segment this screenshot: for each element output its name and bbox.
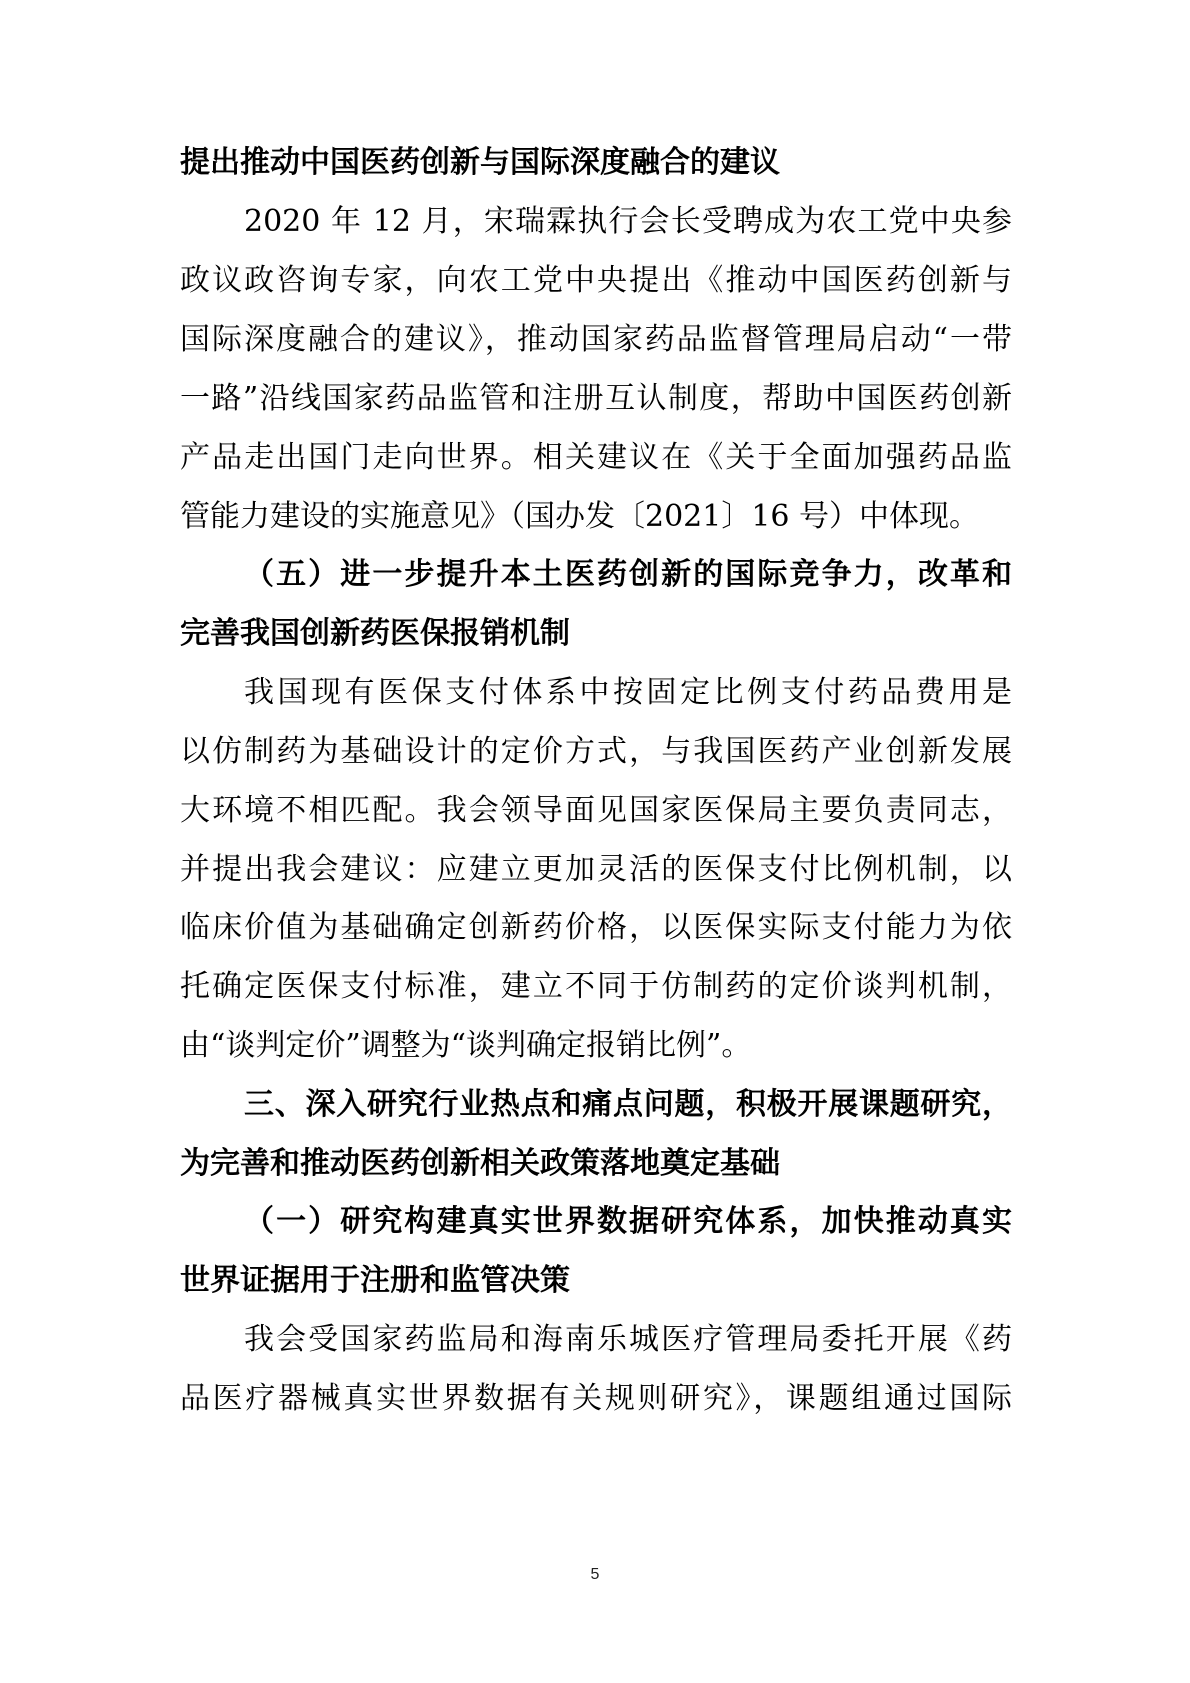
paragraph-line: 管能力建设的实施意见》（国办发〔2021〕16 号）中体现。 xyxy=(180,499,980,534)
paragraph-line: 大环境不相匹配。我会领导面见国家医保局主要负责同志， xyxy=(180,793,1012,828)
heading-line: 为完善和推动医药创新相关政策落地奠定基础 xyxy=(180,1146,780,1181)
paragraph-line: 国际深度融合的建议》，推动国家药品监督管理局启动“一带 xyxy=(180,322,1012,357)
paragraph-line: 我会受国家药监局和海南乐城医疗管理局委托开展《药 xyxy=(244,1322,1012,1357)
paragraph-line: 由“谈判定价”调整为“谈判确定报销比例”。 xyxy=(180,1028,752,1063)
paragraph-line: 并提出我会建议：应建立更加灵活的医保支付比例机制，以 xyxy=(180,852,1012,887)
heading-line: （一）研究构建真实世界数据研究体系，加快推动真实 xyxy=(244,1204,1012,1239)
paragraph-line: 产品走出国门走向世界。相关建议在《关于全面加强药品监 xyxy=(180,440,1012,475)
page-number: 5 xyxy=(590,1566,600,1583)
paragraph-line: 2020 年 12 月，宋瑞霖执行会长受聘成为农工党中央参 xyxy=(244,204,1012,239)
paragraph-line: 我国现有医保支付体系中按固定比例支付药品费用是 xyxy=(244,675,1012,710)
paragraph-line: 政议政咨询专家，向农工党中央提出《推动中国医药创新与 xyxy=(180,263,1012,298)
heading-line: （五）进一步提升本土医药创新的国际竞争力，改革和 xyxy=(244,557,1012,592)
paragraph-line: 一路”沿线国家药品监管和注册互认制度，帮助中国医药创新 xyxy=(180,381,1012,416)
heading-line: 提出推动中国医药创新与国际深度融合的建议 xyxy=(180,145,780,180)
heading-line: 世界证据用于注册和监管决策 xyxy=(180,1263,570,1298)
paragraph-line: 临床价值为基础确定创新药价格，以医保实际支付能力为依 xyxy=(180,910,1012,945)
heading-line: 完善我国创新药医保报销机制 xyxy=(180,616,570,651)
paragraph-line: 品医疗器械真实世界数据有关规则研究》，课题组通过国际 xyxy=(180,1381,1012,1416)
paragraph-line: 托确定医保支付标准，建立不同于仿制药的定价谈判机制， xyxy=(180,969,1012,1004)
paragraph-line: 以仿制药为基础设计的定价方式，与我国医药产业创新发展 xyxy=(180,734,1012,769)
heading-line: 三、深入研究行业热点和痛点问题，积极开展课题研究， xyxy=(244,1087,1012,1122)
